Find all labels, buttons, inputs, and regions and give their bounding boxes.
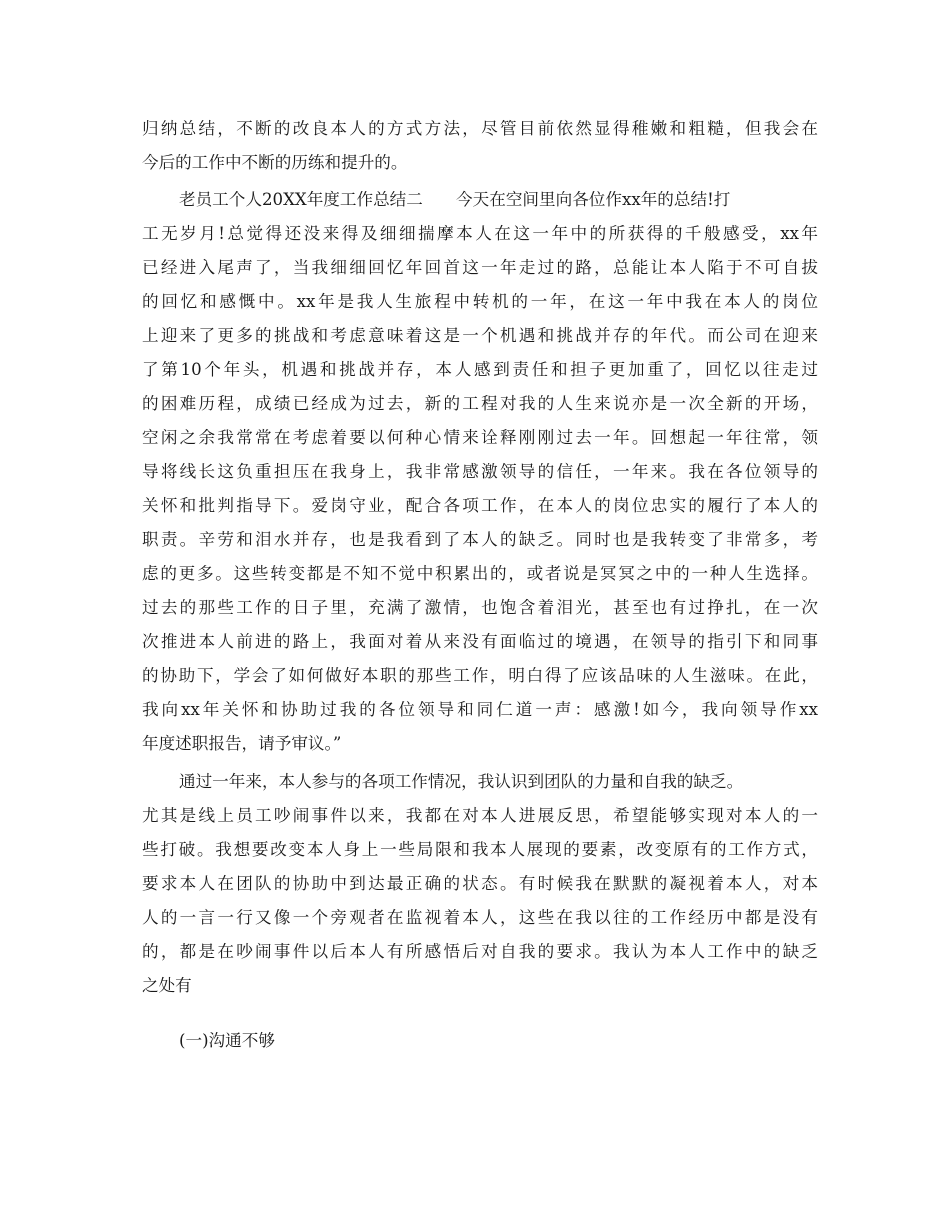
text-line: 次推进本人前进的路上，我面对着从来没有面临过的境遇，在领导的指引下和同事 — [142, 632, 818, 651]
text-line: 要求本人在团队的协助中到达最正确的状态。有时候我在默默的凝视着本人，对本 — [142, 874, 818, 893]
text-line: 些打破。我想要改变本人身上一些局限和我本人展现的要素，改变原有的工作方式， — [142, 840, 818, 859]
text-line: 人的一言一行又像一个旁观者在监视着本人，这些在我以往的工作经历中都是没有 — [142, 908, 818, 927]
text-line: 我向xx年关怀和协助过我的各位领导和同仁道一声：感激!如今，我向领导作xx — [142, 700, 818, 719]
text-line: 了第10个年头，机遇和挑战并存，本人感到责任和担子更加重了，回忆以往走过 — [142, 360, 818, 379]
text-line: 已经进入尾声了，当我细细回忆年回首这一年走过的路，总能让本人陷于不可自拔 — [142, 258, 818, 277]
text-line: 的困难历程，成绩已经成为过去，新的工程对我的人生来说亦是一次全新的开场， — [142, 394, 818, 413]
text-line: 尤其是线上员工吵闹事件以来，我都在对本人进展反思，希望能够实现对本人的一 — [142, 806, 818, 825]
text-line: 工无岁月!总觉得还没来得及细细揣摩本人在这一年中的所获得的千般感受，xx年 — [142, 224, 818, 243]
text-line: 归纳总结，不断的改良本人的方式方法，尽管目前依然显得稚嫩和粗糙，但我会在 — [142, 119, 818, 138]
text-line: 过去的那些工作的日子里，充满了激情，也饱含着泪光，甚至也有过挣扎，在一次 — [142, 598, 818, 617]
text-line: 通过一年来，本人参与的各项工作情况，我认识到团队的力量和自我的缺乏。 — [179, 772, 744, 791]
list-item-heading: (一)沟通不够 — [179, 1031, 275, 1050]
text-line: 之处有 — [142, 976, 192, 995]
text-line: 虑的更多。这些转变都是不知不觉中积累出的，或者说是冥冥之中的一种人生选择。 — [142, 564, 818, 583]
text-line: 关怀和批判指导下。爱岗守业，配合各项工作，在本人的岗位忠实的履行了本人的 — [142, 496, 818, 515]
text-line: 职责。辛劳和泪水并存，也是我看到了本人的缺乏。同时也是我转变了非常多，考 — [142, 530, 818, 549]
text-line: 上迎来了更多的挑战和考虑意味着这是一个机遇和挑战并存的年代。而公司在迎来 — [142, 326, 818, 345]
text-line: 的协助下，学会了如何做好本职的那些工作，明白得了应该品味的人生滋味。在此， — [142, 666, 818, 685]
text-line: 空闲之余我常常在考虑着要以何种心情来诠释刚刚过去一年。回想起一年往常，领 — [142, 428, 818, 447]
text-line: 的回忆和感慨中。xx年是我人生旅程中转机的一年，在这一年中我在本人的岗位 — [142, 292, 818, 311]
section-heading-line: 老员工个人20XX年度工作总结二 今天在空间里向各位作xx年的总结!打 — [179, 190, 731, 209]
text-line: 年度述职报告，请予审议。” — [142, 734, 342, 753]
text-line: 的，都是在吵闹事件以后本人有所感悟后对自我的要求。我认为本人工作中的缺乏 — [142, 942, 818, 961]
text-line: 导将线长这负重担压在我身上，我非常感激领导的信任，一年来。我在各位领导的 — [142, 462, 818, 481]
text-line: 今后的工作中不断的历练和提升的。 — [142, 153, 408, 172]
